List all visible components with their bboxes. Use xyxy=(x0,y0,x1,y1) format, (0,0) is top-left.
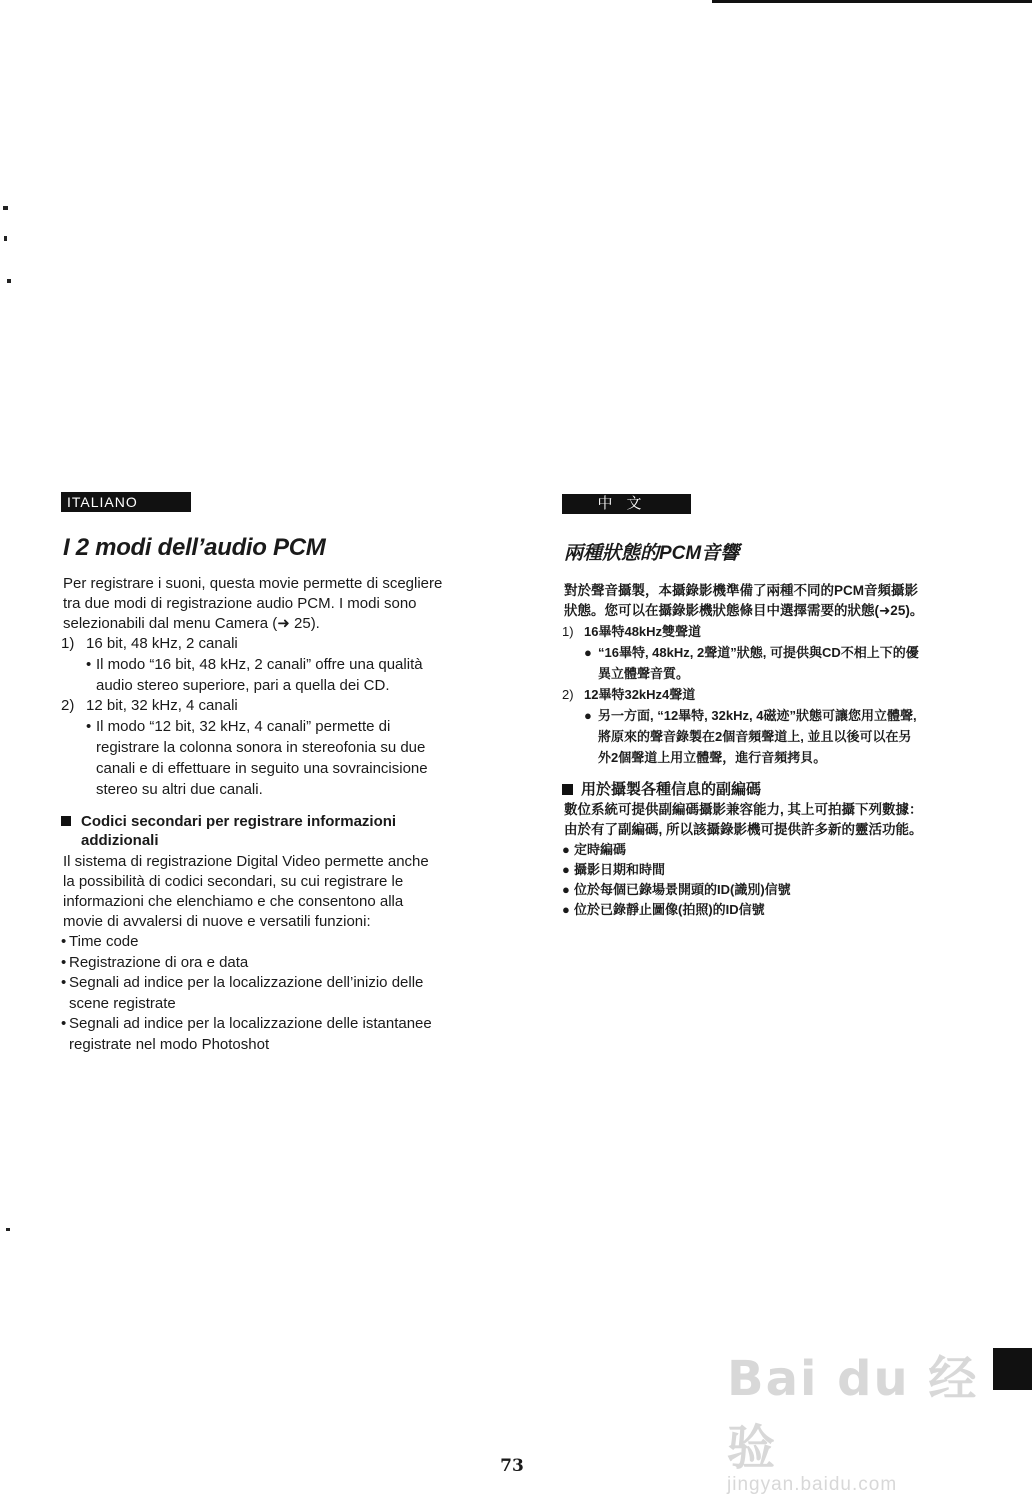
mode-item xyxy=(562,621,1002,684)
bullet-list xyxy=(562,840,1002,920)
watermark xyxy=(727,1340,997,1495)
margin-mark xyxy=(6,1228,10,1231)
list-item: ● 位於已錄靜止圖像(拍照)的ID信號 xyxy=(562,900,1002,920)
bullet-icon: ● xyxy=(584,645,592,660)
page-number: 73 xyxy=(500,1456,524,1476)
text-line: 另一方面, “12畢特, 32kHz, 4磁迹”狀態可讓您用立體聲, xyxy=(598,708,917,723)
bullet-icon: ● xyxy=(562,902,570,917)
bullet-icon: • xyxy=(61,933,67,950)
intro-paragraph xyxy=(562,581,1002,621)
text-line: Codici secondari per registrare informazioni xyxy=(81,813,397,830)
watermark-logo: Bai du 经验 xyxy=(727,1351,979,1476)
text-line: Il modo “12 bit, 32 kHz, 4 canali” permette di xyxy=(96,718,391,735)
chinese-column xyxy=(562,494,1002,920)
text-line: movie di avvalersi di nuove e versatili funzioni: xyxy=(63,913,371,930)
text-line: addizionali xyxy=(81,832,159,849)
text-line: Il modo “16 bit, 48 kHz, 2 canali” offre una qualità xyxy=(96,656,423,673)
mode-item xyxy=(61,634,491,696)
margin-mark xyxy=(4,236,7,241)
bullet-list xyxy=(61,932,491,1055)
list-item: • Time code xyxy=(61,932,491,953)
edge-tab xyxy=(993,1348,1032,1390)
bullet-icon: ● xyxy=(562,842,570,857)
bullet-icon: ● xyxy=(562,882,570,897)
text-line: audio stereo superiore, pari a quella dei CD. xyxy=(96,677,390,694)
bullet-icon: • xyxy=(61,953,67,971)
list-item: • Segnali ad indice per la localizzazione delle istantanee registrate nel modo Photoshot xyxy=(61,1014,491,1055)
square-bullet-icon xyxy=(61,816,71,826)
bullet-icon: • xyxy=(61,1015,67,1032)
item-number: 1) xyxy=(562,624,574,639)
bullet-icon: ● xyxy=(562,862,570,877)
margin-mark xyxy=(7,279,11,283)
text-line: 將原來的聲音錄製在2個音頻聲道上, 並且以後可以在另 xyxy=(598,729,912,744)
subsection-paragraph xyxy=(61,852,491,932)
mode-label: 16畢特48kHz雙聲道 xyxy=(584,624,702,639)
top-rule xyxy=(712,0,1032,3)
text-line: tra due modi di registrazione audio PCM. I modi sono xyxy=(63,595,417,612)
section-title: I 2 modi dell’audio PCM xyxy=(63,534,326,561)
language-badge: ITALIANO xyxy=(61,492,191,512)
text-line: Per registrare i suoni, questa movie permette di scegliere xyxy=(63,575,443,592)
bullet-icon: • xyxy=(86,656,92,673)
list-item: • Registrazione di ora e data xyxy=(61,953,491,974)
bullet-icon: • xyxy=(86,718,92,735)
subsection-paragraph xyxy=(562,800,1002,840)
mode-item xyxy=(61,696,491,800)
text-line: la possibilità di codici secondari, su cui registrare le xyxy=(63,873,404,890)
mode-label: 12畢特32kHz4聲道 xyxy=(584,687,696,702)
margin-mark xyxy=(3,206,8,210)
section-title: 兩種狀態的PCM音響 xyxy=(564,543,740,564)
subsection-heading xyxy=(61,812,491,850)
text-line: 外2個聲道上用立體聲，進行音頻拷貝。 xyxy=(598,750,827,765)
mode-label: 16 bit, 48 kHz, 2 canali xyxy=(86,635,238,652)
language-badge: 中文 xyxy=(562,494,691,514)
item-number: 1) xyxy=(61,635,75,652)
text-line: “16畢特, 48kHz, 2聲道”狀態, 可提供與CD不相上下的優 xyxy=(598,645,919,660)
text-line: stereo su altri due canali. xyxy=(96,781,263,798)
mode-item xyxy=(562,684,1002,768)
list-item: ● 定時編碼 xyxy=(562,840,1002,860)
item-number: 2) xyxy=(61,697,75,714)
text-line: 對於聲音攝製，本攝錄影機準備了兩種不同的PCM音頻攝影 xyxy=(564,583,918,598)
text-line: 狀態。您可以在攝錄影機狀態條目中選擇需要的狀態(➜25)。 xyxy=(564,603,924,618)
bullet-icon: ● xyxy=(584,708,592,723)
list-item: ● 攝影日期和時間 xyxy=(562,860,1002,880)
text-line: canali e di effettuare in seguito una sovraincisione xyxy=(96,760,428,777)
text-line: selezionabili dal menu Camera (➜ 25). xyxy=(63,615,320,632)
bullet-icon: • xyxy=(61,974,67,991)
subsection-heading: 用於攝製各種信息的副編碼 xyxy=(562,780,1002,800)
item-number: 2) xyxy=(562,687,574,702)
text-line: informazioni che elenchiamo e che consentono alla xyxy=(63,893,404,910)
watermark-url: jingyan.baidu.com xyxy=(727,1474,898,1495)
mode-label: 12 bit, 32 kHz, 4 canali xyxy=(86,697,238,714)
text-line: 異立體聲音質。 xyxy=(598,666,690,681)
list-item: • Segnali ad indice per la localizzazione dell’inizio delle scene registrate xyxy=(61,973,491,1014)
square-bullet-icon xyxy=(562,784,573,795)
list-item: ● 位於每個已錄場景開頭的ID(識別)信號 xyxy=(562,880,1002,900)
italian-column xyxy=(61,492,491,1055)
text-line: 由於有了副編碼, 所以該攝錄影機可提供許多新的靈活功能。 xyxy=(564,822,923,837)
intro-paragraph xyxy=(61,574,491,634)
text-line: registrare la colonna sonora in stereofonia su due xyxy=(96,739,426,756)
text-line: 數位系統可提供副編碼攝影兼容能力, 其上可拍攝下列數據： xyxy=(564,802,923,817)
text-line: Il sistema di registrazione Digital Video permette anche xyxy=(63,853,429,870)
